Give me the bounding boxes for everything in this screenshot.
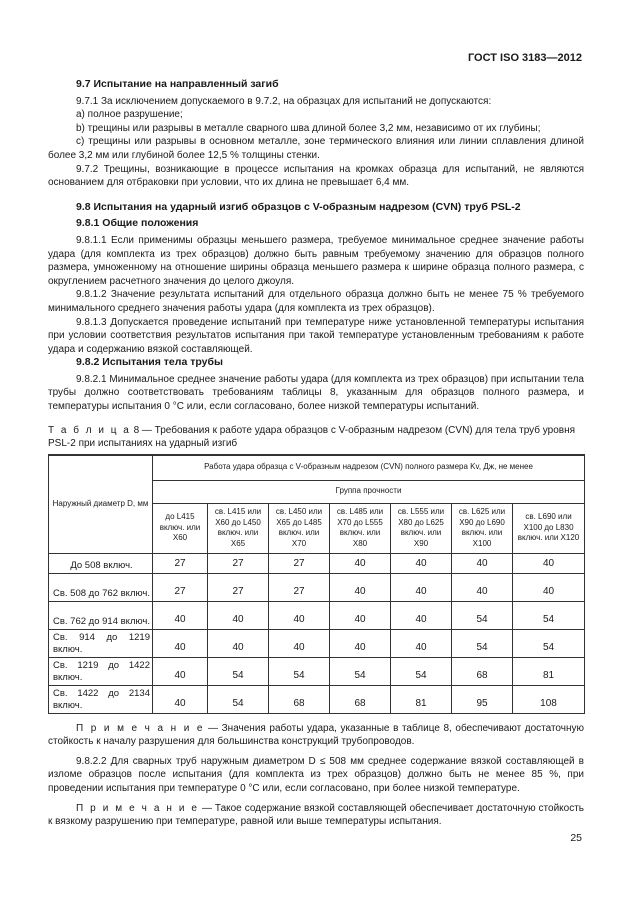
table-cell: 27 [269, 553, 330, 573]
table-cell: 95 [452, 685, 513, 713]
note-text-2: — Такое содержание вязкой составляющей обеспечивает достаточную стойкость к вязкому разрушению при температуре, равной или выше температуры испытания. [48, 802, 584, 828]
table-cell: 68 [269, 685, 330, 713]
paragraph-9-8-2-1: 9.8.2.1 Минимальное среднее значение работы удара (для комплекта из трех образцов) при испытании тела трубы должно соответствовать требованиям таблицы 8, указанным для образцов полного размера, и температуры испытания 0 °С или, если согласовано, более низкой температуры испытаний. [48, 373, 584, 413]
paragraph-9-8-1-2: 9.8.1.2 Значение результата испытаний для отдельного образца должно быть не менее 75 % требуемого минимального среднего значения работы удара (для комплекта из трех образцов). [48, 289, 584, 314]
table-cell: 40 [153, 601, 208, 629]
paragraph-9-8-1-3: 9.8.1.3 Допускается проведение испытаний при температуре ниже установленной температуры испытания при условии соответствия результатов испытания при такой температуре установленным требованиям к работе удара и содержанию вязкой составляющей. [48, 316, 584, 355]
table-cell: 81 [391, 685, 452, 713]
row-label: Св. 762 до 914 включ. [49, 601, 153, 629]
second-note [48, 802, 584, 829]
table-cell: 40 [153, 685, 208, 713]
table-cell: 27 [269, 573, 330, 601]
document-standard-header: ГОСТ ISO 3183—2012 [467, 52, 582, 64]
paragraph-9-8-1-1: 9.8.1.1 Если применимы образцы меньшего размера, требуемое минимальное среднее значение работы удара (для комплекта из трех образцов) должно быть равным требуемому значению для образцов полного размера, умноженному на отношение ширины образца меньшего размера к ширине образца полного размера, с округлением расчетного значения до целого джоуля. [48, 234, 584, 287]
table-cell: 27 [208, 553, 269, 573]
table-cell: 40 [330, 573, 391, 601]
table-cell: 40 [153, 629, 208, 657]
grade-header: св. L555 или X80 до L625 включ. или X90 [391, 503, 452, 553]
list-item-a: a) полное разрушение; [76, 109, 183, 121]
table-cell: 54 [269, 657, 330, 685]
table-row [49, 657, 585, 685]
table-cell: 40 [452, 553, 513, 573]
table-row [49, 573, 585, 601]
table-row [49, 629, 585, 657]
table-row [49, 685, 585, 713]
table-cell: 27 [208, 573, 269, 601]
row-label: Св. 914 до 1219 включ. [49, 629, 153, 657]
table-row [49, 601, 585, 629]
table-cell: 54 [513, 601, 585, 629]
table-cell: 27 [153, 573, 208, 601]
grade-header: до L415 включ. или X60 [153, 503, 208, 553]
section-9-8-2-heading: 9.8.2 Испытания тела трубы [76, 356, 223, 369]
table-cell: 40 [452, 573, 513, 601]
grade-header: св. L450 или X65 до L485 включ. или X70 [269, 503, 330, 553]
table-cell: 54 [452, 629, 513, 657]
section-9-8-1-heading: 9.8.1 Общие положения [76, 217, 199, 230]
column-header-strength-group: Группа прочности [153, 480, 585, 503]
row-label: Св. 1219 до 1422 включ. [49, 657, 153, 685]
note-text: — Значения работы удара, указанные в таблице 8, обеспечивают достаточную стойкость к началу разрушения для большинства конструкций трубопроводов. [48, 722, 585, 748]
table-cell: 54 [208, 657, 269, 685]
table-cell: 54 [513, 629, 585, 657]
table-cell: 68 [330, 685, 391, 713]
table-cell: 54 [208, 685, 269, 713]
table-cell: 40 [391, 573, 452, 601]
list-item-b: b) трещины или разрывы в металле сварного шва длиной более 3,2 мм, независимо от их глубины; [76, 122, 541, 134]
grade-header: св. L625 или X90 до L690 включ. или X100 [452, 503, 513, 553]
column-header-diameter: Наружный диаметр D, мм [49, 455, 153, 554]
table-cell: 40 [153, 657, 208, 685]
table-cell: 40 [330, 629, 391, 657]
impact-energy-table [48, 454, 585, 714]
row-label: До 508 включ. [49, 553, 153, 573]
grade-header: св. L485 или X70 до L555 включ. или X80 [330, 503, 391, 553]
row-label: Св. 1422 до 2134 включ. [49, 685, 153, 713]
table-note [48, 722, 584, 749]
table-caption [48, 424, 584, 450]
page-content [48, 78, 584, 829]
table-cell: 27 [153, 553, 208, 573]
section-9-8-heading: 9.8 Испытания на ударный изгиб образцов с V-образным надрезом (CVN) труб PSL-2 [76, 200, 521, 213]
note-label: П р и м е ч а н и е [76, 722, 205, 734]
grade-header: св. L415 или X60 до L450 включ. или X65 [208, 503, 269, 553]
table-cell: 40 [208, 601, 269, 629]
paragraph-9-8-2-2: 9.8.2.2 Для сварных труб наружным диаметром D ≤ 508 мм среднее содержание вязкой составляющей в изломе образцов после испытания (для комплекта из трех образцов) должно быть не менее 85 %, при проведении испытания при температуре 0 °С или, если согласовано, при более низкой температуре. [48, 755, 584, 795]
grade-header: св. L690 или X100 до L830 включ. или X120 [513, 503, 585, 553]
table-cell: 40 [391, 601, 452, 629]
table-row [49, 553, 585, 573]
list-item-c: c) трещины или разрывы в основном металле, зоне термического влияния или линии сплавления длиной более 3,2 мм или глубиной более 12,5 % толщины стенки. [48, 136, 584, 161]
table-cell: 40 [269, 629, 330, 657]
table-caption-text: 8 — Требования к работе удара образцов с V-образным надрезом (CVN) для тела труб уровня PSL-2 при испытаниях на ударный изгиб [48, 424, 576, 449]
table-cell: 40 [269, 601, 330, 629]
paragraph-9-7-2: 9.7.2 Трещины, возникающие в процессе испытания на кромках образца для испытаний, не являются основанием для отбраковки при условии, что их длина не превышает 6,4 мм. [48, 163, 584, 189]
table-cell: 54 [391, 657, 452, 685]
column-header-impact-energy: Работа удара образца с V-образным надрезом (CVN) полного размера Kv, Дж, не менее [153, 455, 585, 481]
table-caption-label: Т а б л и ц а [48, 424, 131, 436]
table-cell: 40 [391, 553, 452, 573]
section-9-7-heading: 9.7 Испытание на направленный загиб [76, 78, 279, 90]
table-cell: 54 [452, 601, 513, 629]
table-cell: 54 [330, 657, 391, 685]
page-number: 25 [570, 832, 582, 844]
row-label: Св. 508 до 762 включ. [49, 573, 153, 601]
table-cell: 40 [391, 629, 452, 657]
note-label-2: П р и м е ч а н и е [76, 802, 199, 814]
table-cell: 108 [513, 685, 585, 713]
table-cell: 81 [513, 657, 585, 685]
table-cell: 40 [513, 553, 585, 573]
table-cell: 68 [452, 657, 513, 685]
table-cell: 40 [208, 629, 269, 657]
table-cell: 40 [513, 573, 585, 601]
paragraph-9-7-1: 9.7.1 За исключением допускаемого в 9.7.2, на образцах для испытаний не допускаются: [76, 95, 492, 107]
table-cell: 40 [330, 553, 391, 573]
table-cell: 40 [330, 601, 391, 629]
